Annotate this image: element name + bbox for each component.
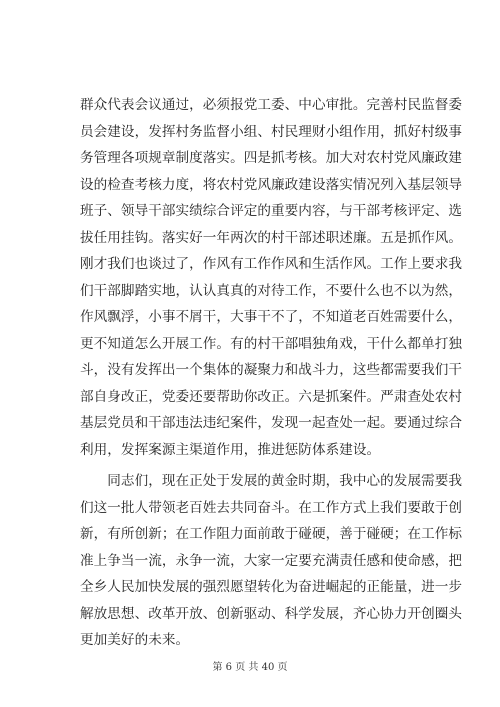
text-line: 们这一批人带领老百姓去共同奋斗。在工作方式上我们要敢于创 [80,499,463,516]
text-line: 务管理各项规章制度落实。四是抓考核。加大对农村党风廉政建 [80,150,463,166]
text-line: 利用，发挥案源主渠道作用，推进惩防体系建设。 [80,441,381,458]
text-line: 更不知道怎么开展工作。有的村干部唱独角戏，干什么都单打独 [80,335,463,352]
document-body [80,92,463,654]
text-line: 同志们，现在正处于发展的黄金时期，我中心的发展需要我 [80,473,463,489]
text-line: 拔任用挂钩。落实好一年两次的村干部述职述廉。五是抓作风。 [80,229,463,246]
text-line: 作风飘浮，小事不屑干，大事干不了，不知道老百姓需要什么， [80,309,463,325]
paragraph [80,468,463,654]
paragraph [80,92,463,463]
text-line: 班子、领导干部实绩综合评定的重要内容，与干部考核评定、选 [80,203,463,219]
text-line: 更加美好的未来。 [80,632,190,648]
text-line: 新，有所创新；在工作阻力面前敢于碰硬，善于碰硬；在工作标 [80,526,463,542]
text-line: 刚才我们也谈过了，作风有工作作风和生活作风。工作上要求我 [80,256,463,272]
text-line: 斗，没有发挥出一个集体的凝聚力和战斗力，这些都需要我们干 [80,362,463,378]
text-line: 设的检查考核力度，将农村党风廉政建设落实情况列入基层领导 [80,176,463,193]
text-line: 准上争当一流，永争一流，大家一定要充满责任感和使命感，把 [80,552,463,569]
text-line: 解放思想、改革开放、创新驱动、科学发展，齐心协力开创圈头 [80,605,463,622]
page-footer: 第 6 页 共 40 页 [212,662,288,673]
text-line: 群众代表会议通过，必须报党工委、中心审批。完善村民监督委 [80,97,463,113]
text-line: 员会建设，发挥村务监督小组、村民理财小组作用，抓好村级事 [80,123,463,140]
text-line: 基层党员和干部违法违纪案件，发现一起查处一起。要通过综合 [80,415,463,431]
text-line: 部自身改正，党委还要帮助你改正。六是抓案件。严肃查处农村 [80,388,463,405]
text-line: 全乡人民加快发展的强烈愿望转化为奋进崛起的正能量，进一步 [80,579,463,595]
text-line: 们干部脚踏实地，认认真真的对待工作，不要什么也不以为然， [80,282,463,299]
